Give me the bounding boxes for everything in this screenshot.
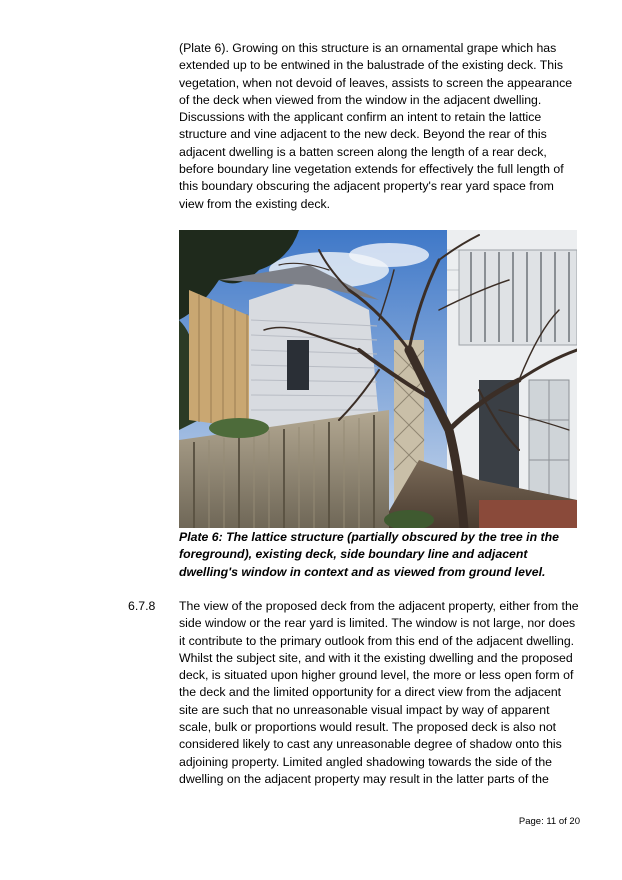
plate-6-photo bbox=[179, 230, 577, 528]
plate-caption: Plate 6: The lattice structure (partially obscured by the tree in the foreground), existing deck, side boundary line and adjacent dwelling's window in context and as viewed from ground level. bbox=[179, 530, 559, 579]
section-number: 6.7.8 bbox=[128, 599, 156, 613]
plate-6-photo-illustration bbox=[179, 230, 577, 528]
page-number: Page: 11 of 20 bbox=[518, 816, 580, 827]
body-paragraph-top: (Plate 6). Growing on this structure is an ornamental grape which has extended up to be entwined in the balustrade of the existing deck. This vegetation, when not devoid of leaves, assists to screen the appearance of the deck when viewed from the window in the adjacent dwelling. Discussions with the applicant confirm an intent to retain the lattice structure and vine adjacent to the new deck. Beyond the rear of this adjacent dwelling is a batten screen along the length of a rear deck, before boundary line vegetation extends for effectively the full length of this boundary obscuring the adjacent property's rear yard space from view from the existing deck. bbox=[179, 41, 573, 211]
body-paragraph-bottom: The view of the proposed deck from the adjacent property, either from the side window or the rear yard is limited. The window is not large, nor does it contribute to the primary outlook from this end of the adjacent dwelling. Whilst the subject site, and with it the existing dwelling and the proposed deck, is situated upon higher ground level, the more or less open form of the deck and the limited opportunity for a direct view from the adjacent site are such that no unreasonable visual impact by way of apparent scale, bulk or proportions would result. The proposed deck is also not considered likely to cast any unreasonable degree of shadow onto this adjoining property. Limited angled shadowing towards the side of the dwelling on the adjacent property may result in the latter parts of the bbox=[179, 599, 579, 786]
